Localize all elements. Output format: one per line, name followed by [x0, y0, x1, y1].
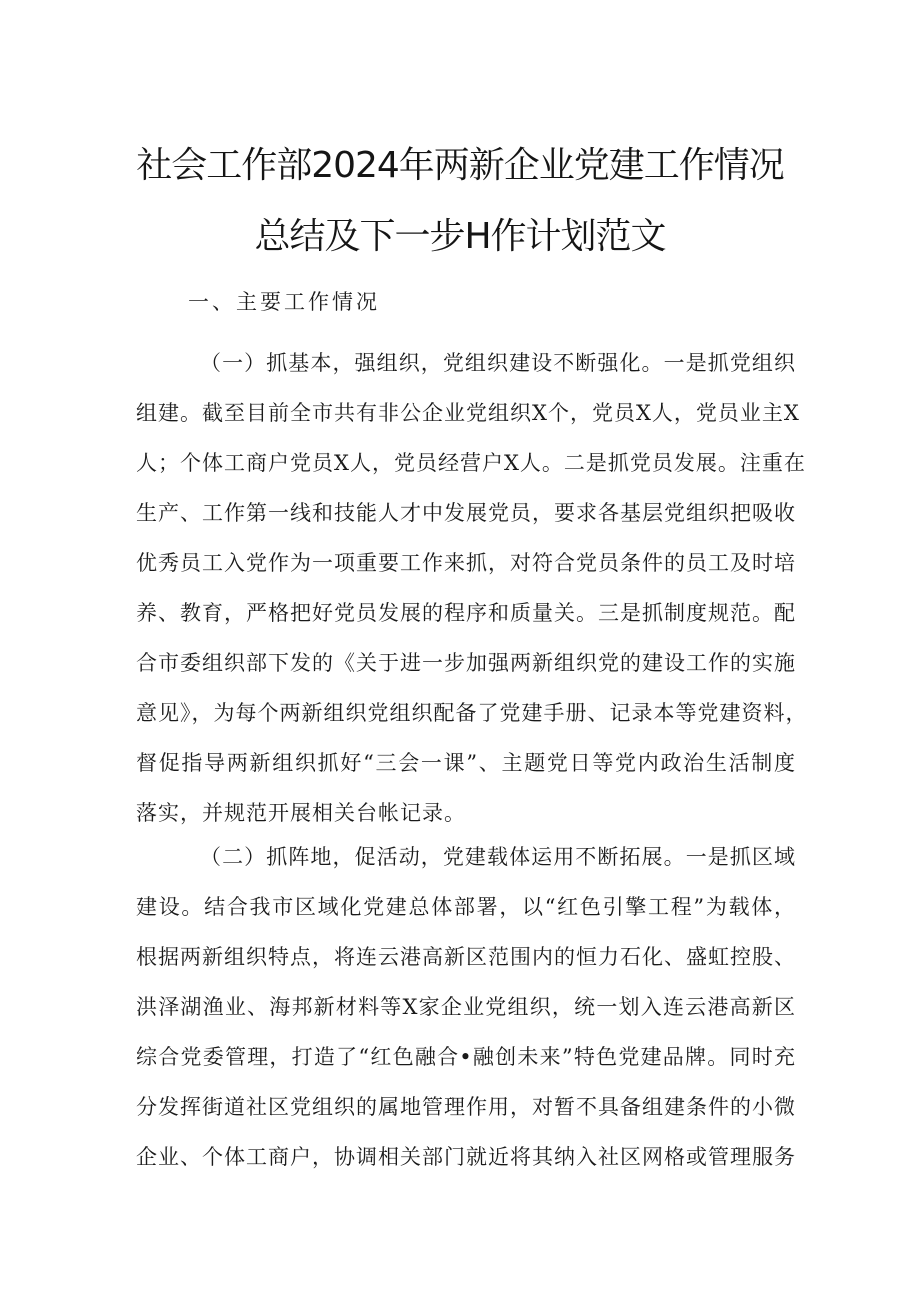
paragraph-2: [136, 832, 796, 1182]
paragraph-line: 根据两新组织特点，将连云港高新区范围内的恒力石化、盛虹控股、: [136, 945, 796, 969]
paragraph-line: 洪泽湖渔业、海邦新材料等X家企业党组织，统一划入连云港高新区: [136, 995, 796, 1019]
paragraph-line: （一）抓基本，强组织，党组织建设不断强化。一是抓党组织: [200, 351, 796, 375]
section-heading: 一、主要工作情况: [188, 290, 380, 314]
paragraph-line: 生产、工作第一线和技能人才中发展党员，要求各基层党组织把吸收: [136, 501, 796, 525]
paragraph-line: 落实，并规范开展相关台帐记录。: [136, 801, 466, 825]
paragraph-line: 意见》，为每个两新组织党组织配备了党建手册、记录本等党建资料，: [136, 701, 808, 725]
paragraph-line: （二）抓阵地，促活动，党建载体运用不断拓展。一是抓区域: [200, 845, 796, 869]
document-title-line-1: 社会工作部2024年两新企业党建工作情况: [136, 145, 784, 186]
paragraph-line: 综合党委管理，打造了“红色融合•融创未来”特色党建品牌。同时充: [136, 1045, 796, 1069]
paragraph-line: 合市委组织部下发的《关于进一步加强两新组织党的建设工作的实施: [136, 651, 796, 675]
document-title-line-2: 总结及下一步H作计划范文: [254, 216, 666, 257]
paragraph-line: 养、教育，严格把好党员发展的程序和质量关。三是抓制度规范。配: [136, 601, 796, 625]
paragraph-line: 企业、个体工商户，协调相关部门就近将其纳入社区网格或管理服务: [136, 1145, 796, 1169]
paragraph-line: 人；个体工商户党员X人，党员经营户X人。二是抓党员发展。注重在: [136, 451, 806, 475]
paragraph-1: [136, 338, 808, 838]
paragraph-line: 优秀员工入党作为一项重要工作来抓，对符合党员条件的员工及时培: [136, 551, 796, 575]
paragraph-line: 建设。结合我市区域化党建总体部署，以“红色引擎工程”为载体，: [136, 895, 796, 919]
paragraph-line: 分发挥街道社区党组织的属地管理作用，对暂不具备组建条件的小微: [136, 1095, 796, 1119]
paragraph-line: 督促指导两新组织抓好“三会一课”、主题党日等党内政治生活制度: [136, 751, 796, 775]
paragraph-line: 组建。截至目前全市共有非公企业党组织X个，党员X人，党员业主X: [136, 401, 800, 425]
